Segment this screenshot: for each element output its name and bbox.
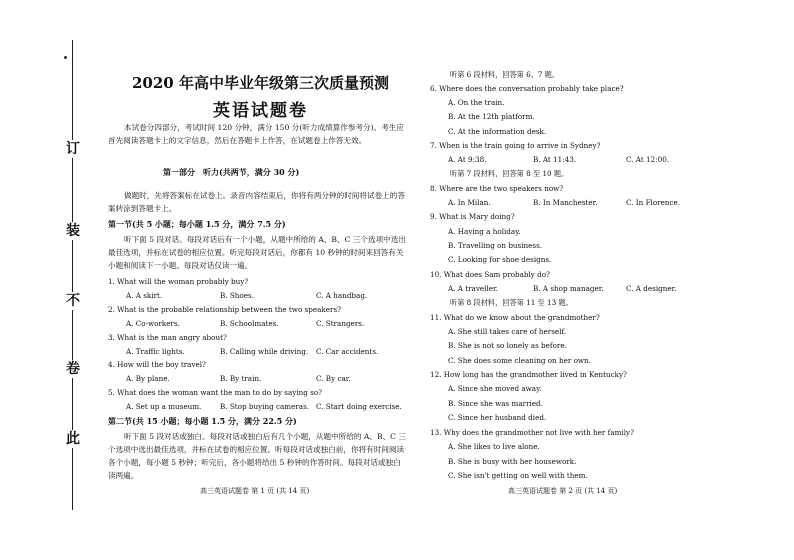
option-b: B. At 11:43. — [533, 155, 577, 164]
option-c: C. At the information desk. — [448, 127, 547, 136]
question-4: 4. How will the boy travel? — [108, 360, 206, 369]
option-c: C. Looking for shoe designs. — [448, 255, 552, 264]
exam-intro: 本试卷分四部分，考试时间 120 分钟，满分 150 分(听力成绩算作参考分)。考生应首先阅读答题卡上的文字信息，然后在答题卡上作答，在试题卷上作答无效。 — [108, 123, 404, 145]
exam-subtitle: 英语试题卷 — [213, 101, 308, 121]
option-a: A. She still takes care of herself. — [448, 327, 567, 336]
option-b: B. Calling while driving. — [220, 347, 309, 356]
option-a: A. Since she moved away. — [448, 384, 542, 393]
material-note: 听第 7 段材料，回答第 8 至 10 题。 — [450, 169, 569, 178]
option-a: A. She likes to live alone. — [448, 442, 540, 451]
option-c: C. A handbag. — [316, 291, 368, 300]
option-a: A. Traffic lights. — [126, 347, 185, 356]
section2-intro: 听下面 5 段对话或独白。每段对话或独白后有几个小题，从题中所给的 A、B、C 三个选项中选出最佳选项，并标在试卷的相应位置。听每段对话或独白前，你将有时间阅读各个小题，每小题 5 秒钟；听完后，各小题将给出 5 秒钟的作答时间。每段对话或独白读两遍。 — [108, 432, 406, 480]
option-a: A. Having a holiday. — [448, 227, 521, 236]
material-note: 听第 8 段材料，回答第 11 至 13 题。 — [450, 298, 573, 307]
question-10: 10. What does Sam probably do? — [430, 270, 550, 279]
part1-intro: 做题时，先将答案标在试卷上。录音内容结束后，你将有两分钟的时间将试卷上的答案转涂到答题卡上。 — [108, 191, 405, 213]
binding-char: 订 — [66, 141, 80, 157]
option-c: C. She isn't getting on well with them. — [448, 471, 588, 480]
option-b: B. At the 12th platform. — [448, 112, 535, 121]
option-b: B. Schoolmates. — [220, 319, 279, 328]
option-b: B. Travelling on business. — [448, 241, 543, 250]
option-b: B. She is busy with her housework. — [448, 457, 577, 466]
page-footer: 高三英语试题卷 第 2 页 (共 14 页) — [508, 487, 618, 495]
question-2: 2. What is the probable relationship between the two speakers? — [108, 305, 341, 314]
option-b: B. In Manchester. — [533, 198, 598, 207]
option-b: B. A shop manager. — [533, 284, 604, 293]
question-1: 1. What will the woman probably buy? — [108, 277, 249, 286]
question-3: 3. What is the man angry about? — [108, 333, 227, 342]
option-a: A. Set up a museum. — [126, 402, 202, 411]
option-c: C. Strangers. — [316, 319, 365, 328]
option-c: C. At 12:00. — [626, 155, 670, 164]
option-c: C. A designer. — [626, 284, 677, 293]
binding-char: 不 — [66, 293, 80, 309]
binding-margin — [52, 40, 92, 520]
option-b: B. Shoes. — [220, 291, 254, 300]
binding-char: 装 — [66, 223, 80, 239]
option-b: B. Since she was married. — [448, 399, 543, 408]
binding-char: 此 — [66, 431, 80, 447]
question-11: 11. What do we know about the grandmother? — [430, 313, 600, 322]
option-c: C. In Florence. — [626, 198, 681, 207]
question-5: 5. What does the woman want the man to do by saying so? — [108, 388, 323, 397]
binding-char: 卷 — [66, 361, 80, 377]
option-c: C. By car. — [316, 374, 351, 383]
option-b: B. She is not so lonely as before. — [448, 341, 567, 350]
question-6: 6. Where does the conversation probably take place? — [430, 84, 624, 93]
scan-dot — [64, 56, 67, 59]
page-footer: 高三英语试题卷 第 1 页 (共 14 页) — [200, 487, 310, 495]
section1-intro: 听下面 5 段对话。每段对话后有一个小题，从题中所给的 A、B、C 三个选项中选出最佳选项，并标在试卷的相应位置。听完每段对话后，你都有 10 秒钟的时间来回答有关小题和阅读下一小题。每段对话仅读一遍。 — [108, 235, 406, 270]
option-a: A. On the train. — [448, 98, 505, 107]
question-8: 8. Where are the two speakers now? — [430, 184, 564, 193]
part1-heading: 第一部分 听力(共两节，满分 30 分) — [163, 167, 300, 177]
question-13: 13. Why does the grandmother not live with her family? — [430, 428, 634, 437]
option-c: C. Car accidents. — [316, 347, 379, 356]
material-note: 听第 6 段材料，回答第 6、7 题。 — [450, 70, 560, 79]
option-a: A. At 9:38. — [448, 155, 487, 164]
section1-heading: 第一节(共 5 小题；每小题 1.5 分，满分 7.5 分) — [108, 219, 286, 229]
option-c: C. Since her husband died. — [448, 413, 547, 422]
question-7: 7. When is the train going to arrive in Sydney? — [430, 141, 601, 150]
option-c: C. Start doing exercise. — [316, 402, 402, 411]
section2-heading: 第二节(共 15 小题；每小题 1.5 分，满分 22.5 分) — [108, 416, 297, 426]
option-a: A. By plane. — [126, 374, 170, 383]
option-a: A. A traveller. — [448, 284, 498, 293]
option-a: A. In Milan. — [448, 198, 491, 207]
question-9: 9. What is Mary doing? — [430, 212, 515, 221]
option-b: B. Stop buying cameras. — [220, 402, 310, 411]
option-a: A. A skirt. — [126, 291, 163, 300]
option-c: C. She does some cleaning on her own. — [448, 356, 591, 365]
option-b: B. By train. — [220, 374, 262, 383]
option-a: A. Co-workers. — [126, 319, 180, 328]
exam-title: 2020 年高中毕业年级第三次质量预测 — [132, 74, 389, 92]
question-12: 12. How long has the grandmother lived in Kentucky? — [430, 370, 627, 379]
